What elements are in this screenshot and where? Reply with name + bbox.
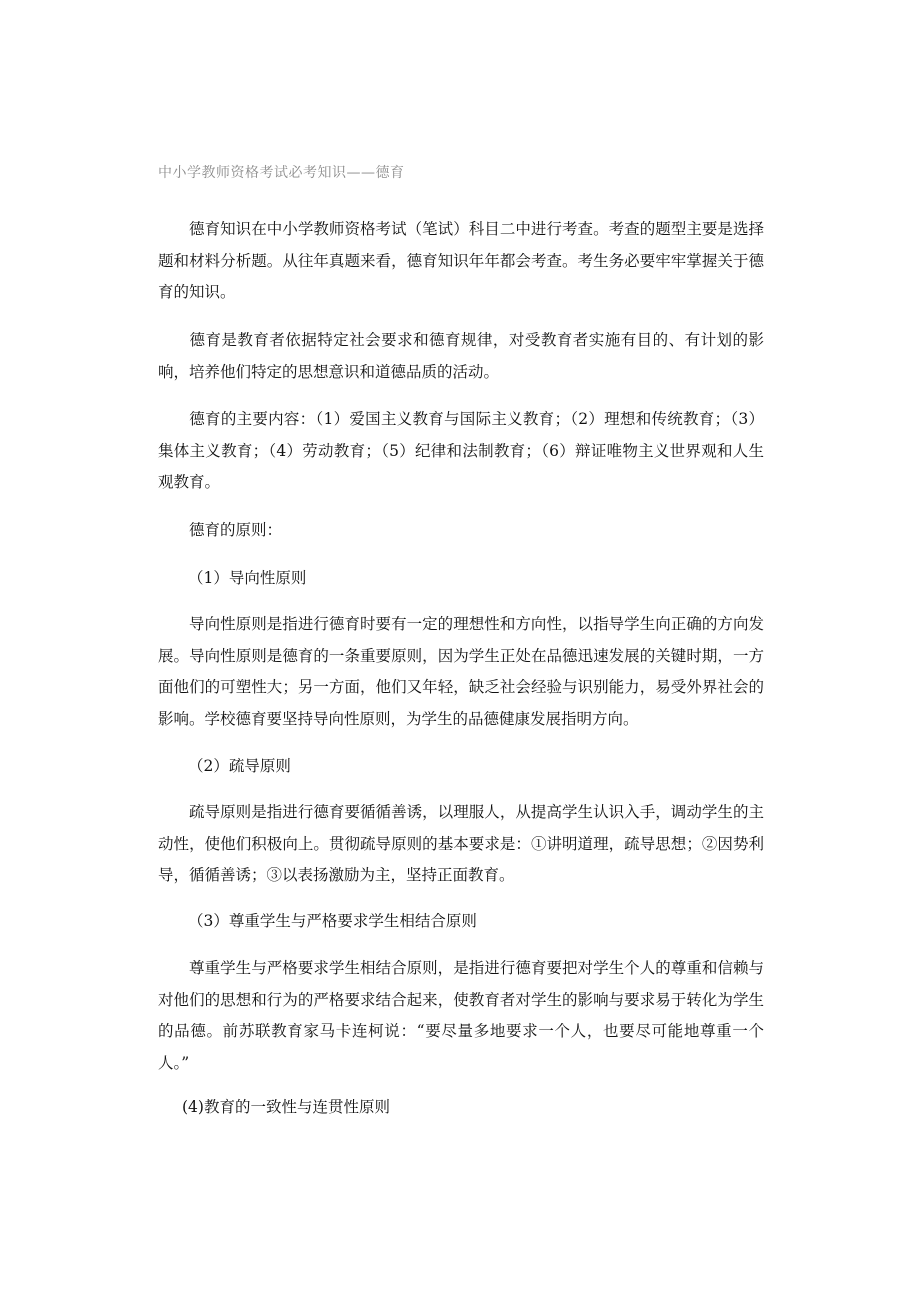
document-title: 中小学教师资格考试必考知识——德育 [158,165,405,181]
paragraph-principle-3-text: 尊重学生与严格要求学生相结合原则，是指进行德育要把对学生个人的尊重和信赖与对他们的思想和行为的严格要求结合起来，使教育者对学生的影响与要求易于转化为学生的品德。前苏联教育家马卡连柯说：“要尽量多地要求一个人，也要尽可能地尊重一个人。” [158,959,764,1072]
paragraph-principle-1 [158,609,764,735]
paragraph-definition [158,325,764,388]
paragraph-principles-intro [158,515,764,547]
paragraph-intro-text: 德育知识在中小学教师资格考试（笔试）科目二中进行考查。考查的题型主要是选择题和材料分析题。从往年真题来看，德育知识年年都会考查。考生务必要牢牢掌握关于德育的知识。 [158,220,764,301]
paragraph-definition-text: 德育是教育者依据特定社会要求和德育规律，对受教育者实施有目的、有计划的影响，培养他们特定的思想意识和道德品质的活动。 [158,331,764,381]
heading-principle-4: (4)教育的一致性与连贯性原则 [182,1098,390,1116]
paragraph-principles-intro-text: 德育的原则： [189,521,283,539]
heading-principle-1: （1）导向性原则 [188,569,307,587]
paragraph-principle-2-text: 疏导原则是指进行德育要循循善诱，以理服人，从提高学生认识入手，调动学生的主动性，使他们积极向上。贯彻疏导原则的基本要求是：①讲明道理，疏导思想；②因势利导，循循善诱；③以表扬激励为主，坚持正面教育。 [158,803,764,884]
paragraph-principle-3 [158,953,764,1079]
paragraph-principle-2 [158,797,764,892]
paragraph-contents [158,404,764,499]
heading-principle-2: （2）疏导原则 [188,757,291,775]
paragraph-intro [158,214,764,309]
paragraph-principle-1-text: 导向性原则是指进行德育时要有一定的理想性和方向性，以指导学生向正确的方向发展。导向性原则是德育的一条重要原则，因为学生正处在品德迅速发展的关键时期，一方面他们的可塑性大；另一方面，他们又年轻，缺乏社会经验与识别能力，易受外界社会的影响。学校德育要坚持导向性原则，为学生的品德健康发展指明方向。 [158,615,764,728]
heading-principle-3: （3）尊重学生与严格要求学生相结合原则 [188,912,477,930]
paragraph-contents-text: 德育的主要内容：（1）爱国主义教育与国际主义教育；（2）理想和传统教育；（3）集体主义教育；（4）劳动教育；（5）纪律和法制教育；（6）辩证唯物主义世界观和人生观教育。 [158,410,764,491]
